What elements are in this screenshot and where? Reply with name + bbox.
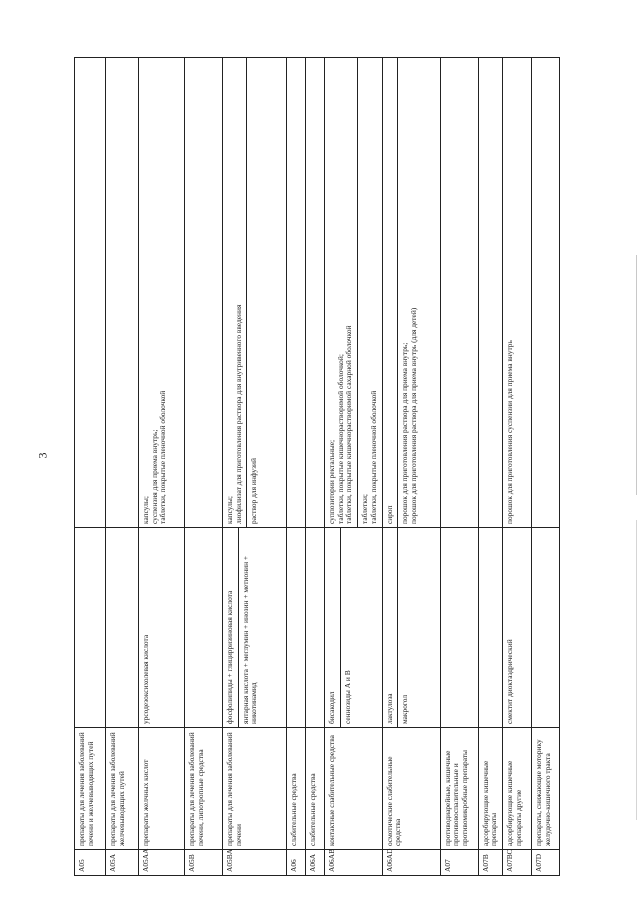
- atc-code-cell: A05AA: [139, 850, 185, 876]
- atc-code-cell: A05B: [185, 850, 223, 876]
- dosage-form-cell: [287, 58, 306, 528]
- table-row: [75, 58, 106, 876]
- table-row: [478, 58, 502, 876]
- group-name-cell: препараты для лечения заболеваний печени и желчевыводящих путей: [75, 728, 106, 850]
- dosage-form-cell: [185, 58, 223, 528]
- atc-code-cell: A05A: [106, 850, 139, 876]
- drug-classification-table: [74, 57, 560, 876]
- atc-code-cell: A07D: [532, 850, 560, 876]
- dosage-form-cell: [503, 58, 532, 528]
- table-row: [306, 58, 325, 876]
- substance-cell: [503, 528, 532, 728]
- margin-line: [636, 255, 637, 495]
- dosage-form-cell: [139, 58, 185, 528]
- dosage-form-cell: [382, 58, 440, 528]
- group-name-cell: препараты для лечения заболеваний печени: [223, 728, 287, 850]
- substance-entry: сеннозиды А и В: [340, 528, 353, 727]
- group-name-cell: препараты для лечения заболеваний желчевыводящих путей: [106, 728, 139, 850]
- atc-code-cell: A07: [440, 850, 478, 876]
- group-name-cell: адсорбирующие кишечные препараты другие: [503, 728, 532, 850]
- group-name-cell: осмотические слабительные средства: [382, 728, 440, 850]
- atc-code-cell: A05BA: [223, 850, 287, 876]
- table-row: [106, 58, 139, 876]
- group-name-cell: слабительные средства: [287, 728, 306, 850]
- dosage-form-entry: таблетки; таблетки, покрытые пленочной оболочкой: [357, 58, 378, 527]
- dosage-form-cell: [478, 58, 502, 528]
- atc-code-cell: A06A: [306, 850, 325, 876]
- atc-code-cell: A05: [75, 850, 106, 876]
- dosage-form-entry: сироп: [384, 505, 394, 524]
- group-name-cell: препараты для лечения заболеваний печени, липотропные средства: [185, 728, 223, 850]
- table-row: [532, 58, 560, 876]
- table-row: [139, 58, 185, 876]
- table-row: [185, 58, 223, 876]
- substance-cell: [75, 528, 106, 728]
- dosage-form-entry: раствор для инфузий: [246, 58, 259, 527]
- table-row: [223, 58, 287, 876]
- substance-entry: урсодезоксихолевая кислота: [141, 634, 150, 724]
- dosage-form-cell: [106, 58, 139, 528]
- dosage-form-entry: капсулы; лиофилизат для приготовления раствора для внутривенного введения: [225, 304, 243, 524]
- page-number: 3: [35, 452, 50, 459]
- margin-line: [636, 520, 637, 820]
- dosage-form-cell: [75, 58, 106, 528]
- table-row: [325, 58, 383, 876]
- atc-code-cell: A07B: [478, 850, 502, 876]
- substance-cell: [185, 528, 223, 728]
- substance-entry: бисакодил: [327, 691, 336, 724]
- table-row: [382, 58, 440, 876]
- dosage-form-entry: капсулы; суспензия для приема внутрь; таблетки, покрытые пленочной оболочкой: [141, 390, 168, 524]
- dosage-form-entry: суппозитории ректальные; таблетки, покрытые кишечнорастворимой оболочкой; таблетки, покрытые кишечнорастворимой сахарной оболочкой: [327, 325, 354, 524]
- dosage-form-entry: порошок для приготовления раствора для приема внутрь; порошок для приготовления раствора для приема внутрь (для детей): [397, 58, 418, 527]
- substance-cell: [287, 528, 306, 728]
- atc-code-cell: A06AD: [382, 850, 440, 876]
- substance-entry: лактулоза: [384, 693, 394, 724]
- substance-entry: смектит диоктаэдрический: [505, 639, 515, 724]
- substance-cell: [440, 528, 478, 728]
- substance-cell: [223, 528, 287, 728]
- substance-cell: [532, 528, 560, 728]
- dosage-form-cell: [306, 58, 325, 528]
- substance-entry: фосфолипиды + глицирризиновая кислота: [225, 590, 234, 724]
- dosage-form-cell: [532, 58, 560, 528]
- substance-entry: макрогол: [397, 528, 410, 727]
- group-name-cell: препараты, снижающие моторику желудочно-кишечного тракта: [532, 728, 560, 850]
- table-row: [440, 58, 478, 876]
- group-name-cell: слабительные средства: [306, 728, 325, 850]
- table-row: [503, 58, 532, 876]
- table-row: [287, 58, 306, 876]
- group-name-cell: адсорбирующие кишечные препараты: [478, 728, 502, 850]
- group-name-cell: противодиарейные, кишечные противовоспалительные и противомикробные препараты: [440, 728, 478, 850]
- dosage-form-entry: порошок для приготовления суспензии для приема внутрь: [505, 340, 515, 524]
- group-name-cell: контактные слабительные средства: [325, 728, 383, 850]
- group-name-cell: препараты желчных кислот: [139, 728, 185, 850]
- dosage-form-cell: [440, 58, 478, 528]
- atc-code-cell: A07BC: [503, 850, 532, 876]
- substance-cell: [478, 528, 502, 728]
- substance-cell: [306, 528, 325, 728]
- substance-cell: [139, 528, 185, 728]
- substance-cell: [382, 528, 440, 728]
- substance-cell: [325, 528, 383, 728]
- rotated-page: [74, 58, 602, 876]
- dosage-form-cell: [325, 58, 383, 528]
- substance-entry: янтарная кислота + меглумин + инозин + метионин + никотинамид: [238, 528, 259, 727]
- atc-code-cell: A06AB: [325, 850, 383, 876]
- substance-cell: [106, 528, 139, 728]
- dosage-form-cell: [223, 58, 287, 528]
- atc-code-cell: A06: [287, 850, 306, 876]
